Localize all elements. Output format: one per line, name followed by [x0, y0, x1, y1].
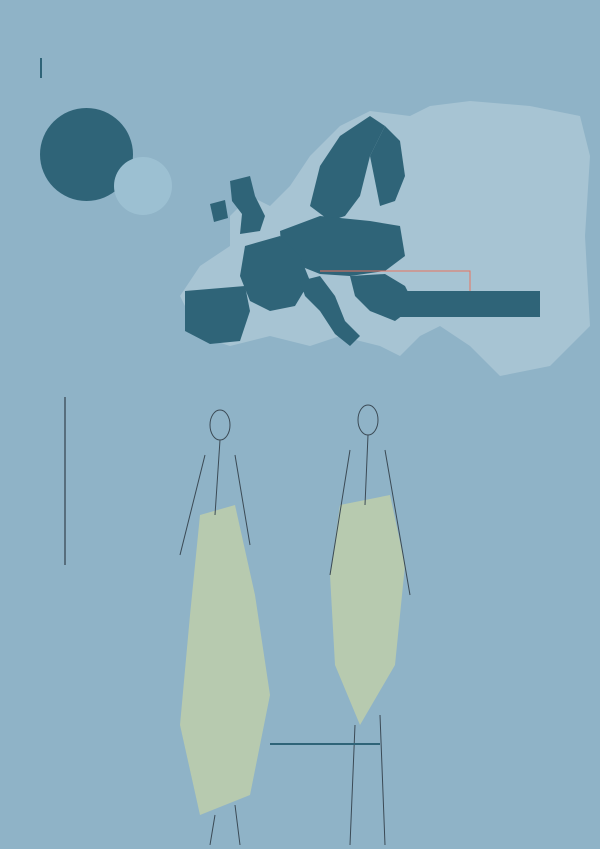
sketch-head-right — [358, 405, 378, 435]
map-ireland — [210, 200, 228, 222]
europe-map — [170, 96, 590, 376]
section-subtitle — [40, 58, 52, 78]
revenue-bar-chart — [20, 375, 340, 590]
map-iberia — [185, 286, 250, 344]
top15-label — [400, 291, 540, 317]
threshold-circle — [114, 157, 172, 215]
comparison-chart — [20, 620, 580, 730]
conclusion-block — [270, 743, 380, 757]
